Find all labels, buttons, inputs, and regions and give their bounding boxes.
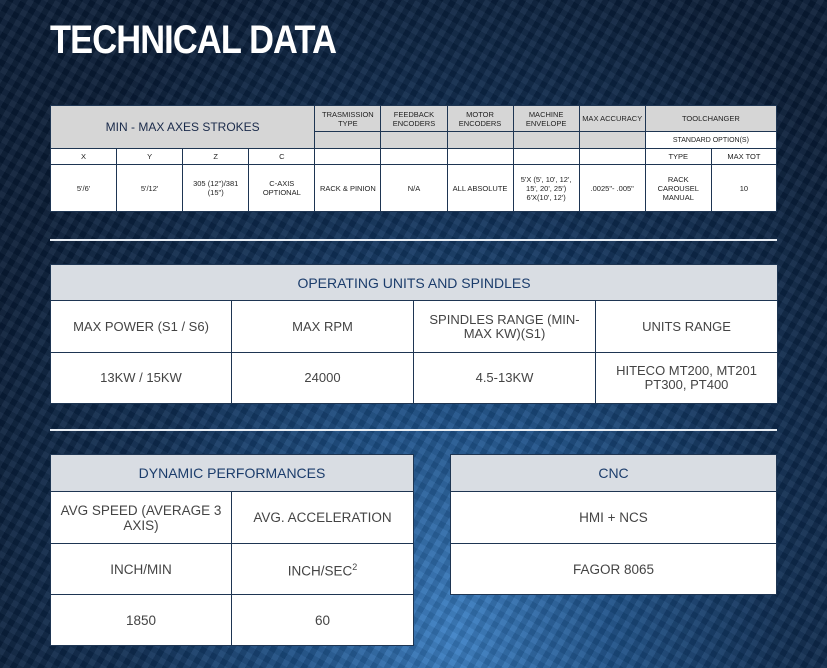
max-tot-label: MAX TOT [711, 149, 776, 165]
motor-value: ALL ABSOLUTE [447, 165, 513, 212]
toolchanger-header: TOOLCHANGER [645, 106, 776, 132]
avg-acceleration-unit [232, 544, 414, 595]
squared-superscript: 2 [352, 561, 358, 572]
type-label: TYPE [645, 149, 711, 165]
cnc-table [450, 454, 777, 595]
cnc-header: CNC [451, 455, 777, 492]
cnc-hmi-value: HMI + NCS [451, 492, 777, 544]
avg-speed-header: AVG SPEED (AVERAGE 3 AXIS) [51, 492, 232, 544]
transmission-header: TRASMISSION TYPE [315, 106, 381, 132]
avg-speed-unit: INCH/MIN [51, 544, 232, 595]
max-rpm-header: MAX RPM [232, 301, 414, 353]
toolchanger-type-value: RACK CAROUSEL MANUAL [645, 165, 711, 212]
spindles-range-header: SPINDLES RANGE (MIN-MAX KW)(S1) [414, 301, 596, 353]
transmission-value: RACK & PINION [315, 165, 381, 212]
axis-y-label: Y [117, 149, 183, 165]
divider [50, 429, 777, 431]
envelope-value: 5'X (5', 10', 12', 15', 20', 25') 6'X(10', 12') [513, 165, 579, 212]
avg-speed-value: 1850 [51, 595, 232, 646]
units-range-value: HITECO MT200, MT201 PT300, PT400 [596, 353, 778, 404]
page-title: TECHNICAL DATA [50, 18, 337, 62]
axis-c-label: C [249, 149, 315, 165]
feedback-value: N/A [381, 165, 447, 212]
standard-options-label: STANDARD OPTION(S) [645, 132, 776, 149]
max-tot-value: 10 [711, 165, 776, 212]
blank-cell [579, 132, 645, 149]
c-value: C-AXIS OPTIONAL [249, 165, 315, 212]
y-value: 5'/12' [117, 165, 183, 212]
motor-header: MOTOR ENCODERS [447, 106, 513, 132]
strokes-header: MIN - MAX AXES STROKES [51, 106, 315, 149]
dynamic-performances-header: DYNAMIC PERFORMANCES [51, 455, 414, 492]
axis-x-label: X [51, 149, 117, 165]
axis-z-label: Z [183, 149, 249, 165]
acceleration-unit-text: INCH/SEC [287, 563, 353, 579]
accuracy-value: .0025"- .005" [579, 165, 645, 212]
feedback-header: FEEDBACK ENCODERS [381, 106, 447, 132]
blank-cell [513, 149, 579, 165]
blank-cell [381, 132, 447, 149]
max-power-header: MAX POWER (S1 / S6) [51, 301, 232, 353]
cnc-controller-value: FAGOR 8065 [451, 544, 777, 595]
blank-cell [447, 149, 513, 165]
operating-units-table [50, 264, 778, 404]
z-value: 305 (12")/381 (15") [183, 165, 249, 212]
avg-acceleration-value: 60 [232, 595, 414, 646]
blank-cell [315, 149, 381, 165]
blank-cell [579, 149, 645, 165]
accuracy-header: MAX ACCURACY [579, 106, 645, 132]
blank-cell [381, 149, 447, 165]
units-range-header: UNITS RANGE [596, 301, 778, 353]
blank-cell [315, 132, 381, 149]
max-power-value: 13KW / 15KW [51, 353, 232, 404]
x-value: 5'/6' [51, 165, 117, 212]
axes-strokes-table [50, 105, 777, 212]
blank-cell [447, 132, 513, 149]
blank-cell [513, 132, 579, 149]
max-rpm-value: 24000 [232, 353, 414, 404]
operating-units-header: OPERATING UNITS AND SPINDLES [51, 265, 778, 301]
avg-acceleration-header: AVG. ACCELERATION [232, 492, 414, 544]
envelope-header: MACHINE ENVELOPE [513, 106, 579, 132]
divider [50, 239, 777, 241]
spindles-range-value: 4.5-13KW [414, 353, 596, 404]
dynamic-performances-table [50, 454, 414, 646]
